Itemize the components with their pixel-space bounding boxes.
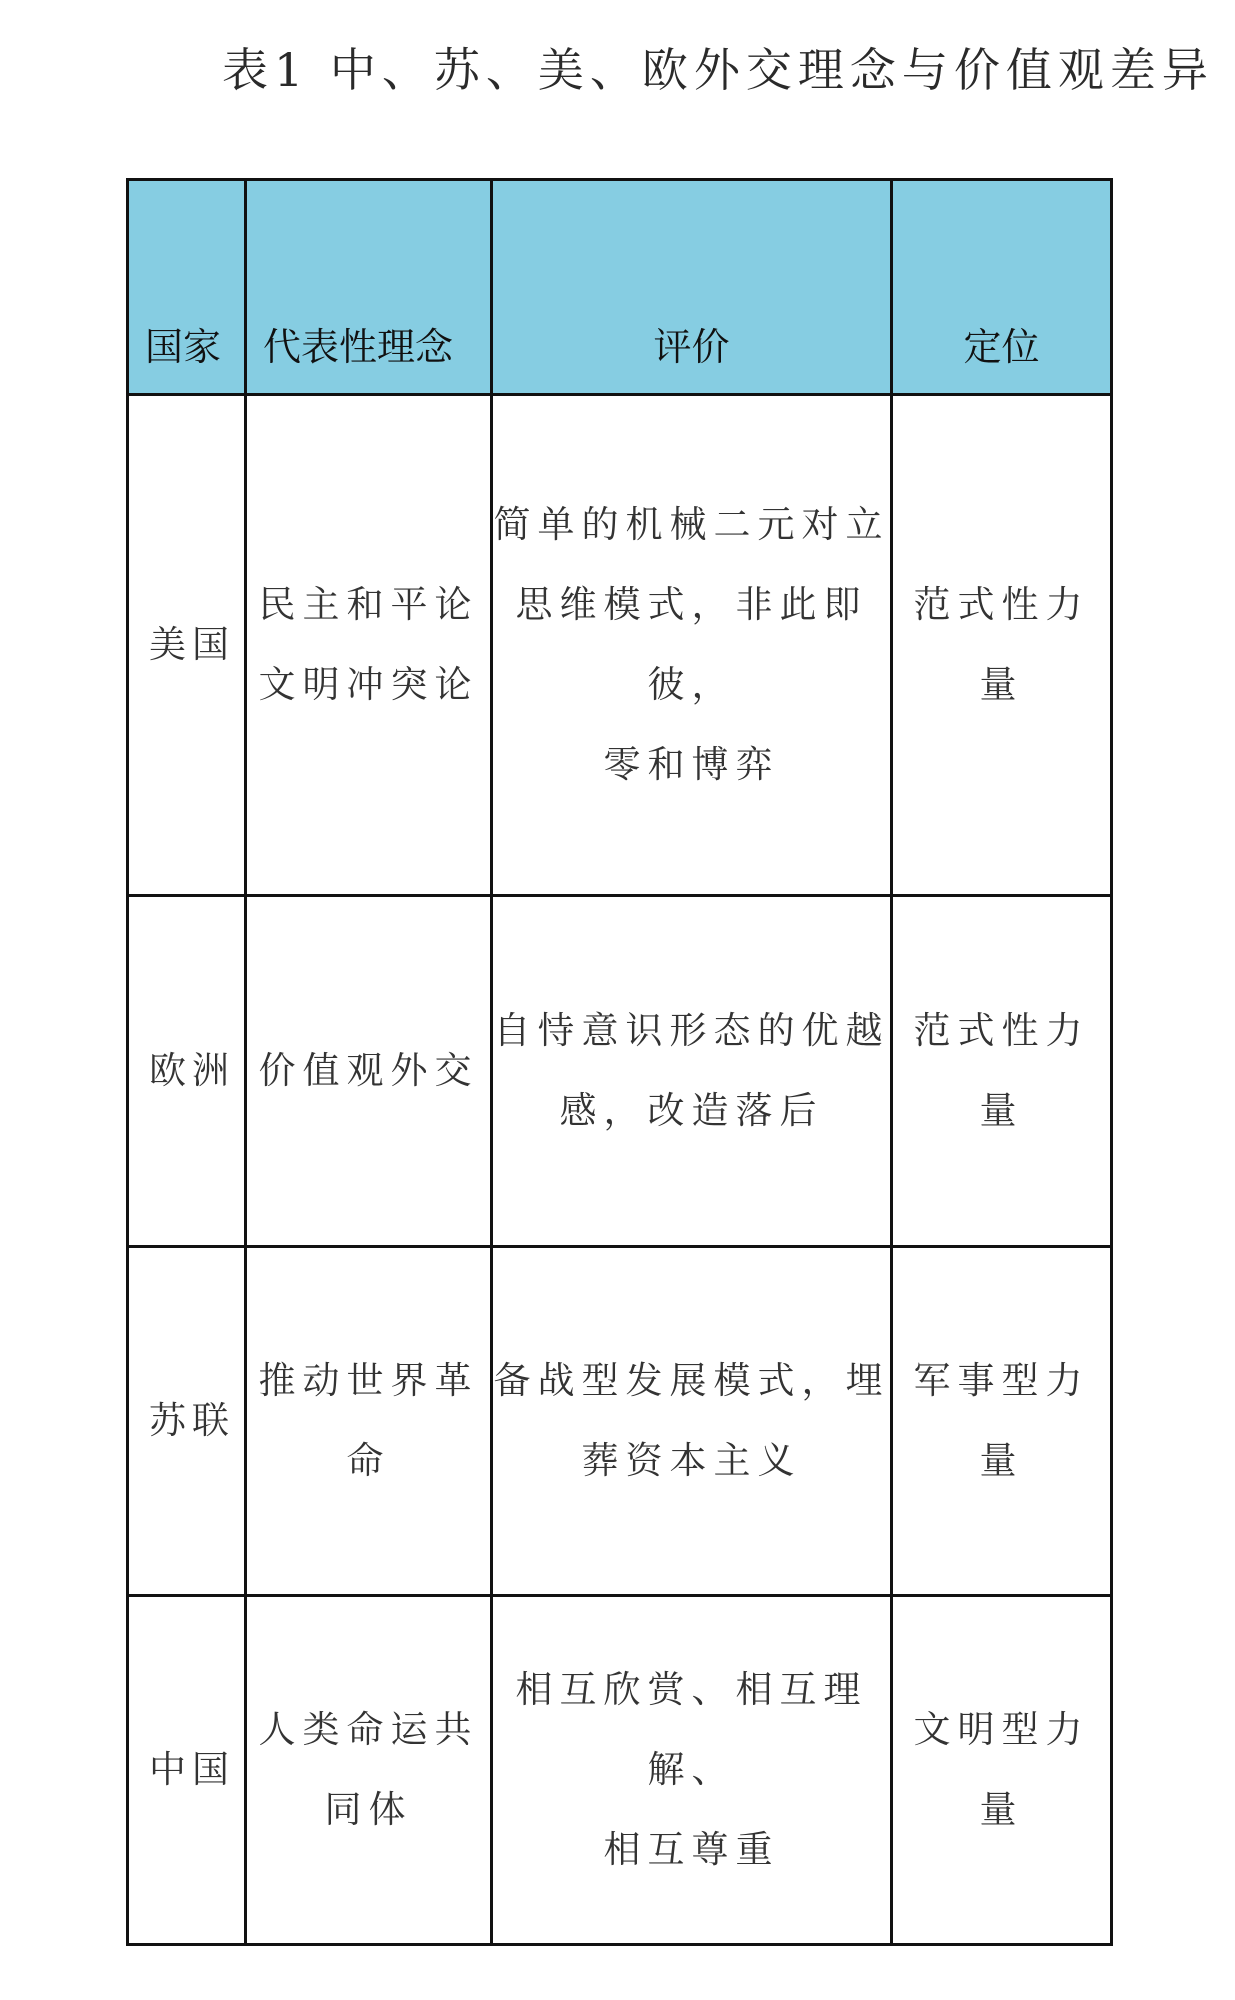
header-concept: 代表性理念 (246, 180, 492, 395)
position-text: 范式性力 量 (913, 1009, 1090, 1132)
comparison-table (126, 178, 1113, 1946)
position-text: 文明型力 量 (913, 1708, 1090, 1831)
table-row-ussr (128, 1247, 1112, 1596)
table-row-usa (128, 395, 1112, 896)
cell-concept (246, 395, 492, 896)
concept-text: 民主和平论 文明冲突论 (258, 583, 479, 706)
cell-concept (246, 896, 492, 1247)
table-header-row (128, 180, 1112, 395)
evaluation-text: 简单的机械二元对立 思维模式，非此即彼， 零和博弈 (493, 503, 890, 786)
header-evaluation: 评价 (492, 180, 892, 395)
cell-concept (246, 1596, 492, 1945)
country-text: 美国 (149, 623, 235, 666)
cell-country (128, 1247, 246, 1596)
concept-text: 价值观外交 (258, 1049, 479, 1092)
country-text: 苏联 (149, 1399, 235, 1442)
position-text: 范式性力 量 (913, 583, 1090, 706)
cell-country (128, 395, 246, 896)
cell-country (128, 1596, 246, 1945)
country-text: 欧洲 (149, 1049, 235, 1092)
cell-position (892, 1596, 1112, 1945)
country-text: 中国 (149, 1748, 235, 1791)
cell-position (892, 395, 1112, 896)
header-position: 定位 (892, 180, 1112, 395)
cell-concept (246, 1247, 492, 1596)
evaluation-text: 备战型发展模式，埋 葬资本主义 (493, 1359, 890, 1482)
cell-evaluation (492, 395, 892, 896)
table-row-europe (128, 896, 1112, 1247)
cell-country (128, 896, 246, 1247)
evaluation-text: 自恃意识形态的优越 感，改造落后 (493, 1009, 890, 1132)
cell-position (892, 1247, 1112, 1596)
table-row-china (128, 1596, 1112, 1945)
table-caption: 表1 中、苏、美、欧外交理念与价值观差异 (222, 43, 1214, 97)
cell-evaluation (492, 1596, 892, 1945)
concept-text: 人类命运共 同体 (258, 1708, 479, 1831)
cell-evaluation (492, 1247, 892, 1596)
evaluation-text: 相互欣赏、相互理解、 相互尊重 (515, 1668, 868, 1871)
header-country: 国家 (128, 180, 246, 395)
concept-text: 推动世界革 命 (258, 1359, 479, 1482)
position-text: 军事型力 量 (913, 1359, 1090, 1482)
cell-evaluation (492, 896, 892, 1247)
cell-position (892, 896, 1112, 1247)
